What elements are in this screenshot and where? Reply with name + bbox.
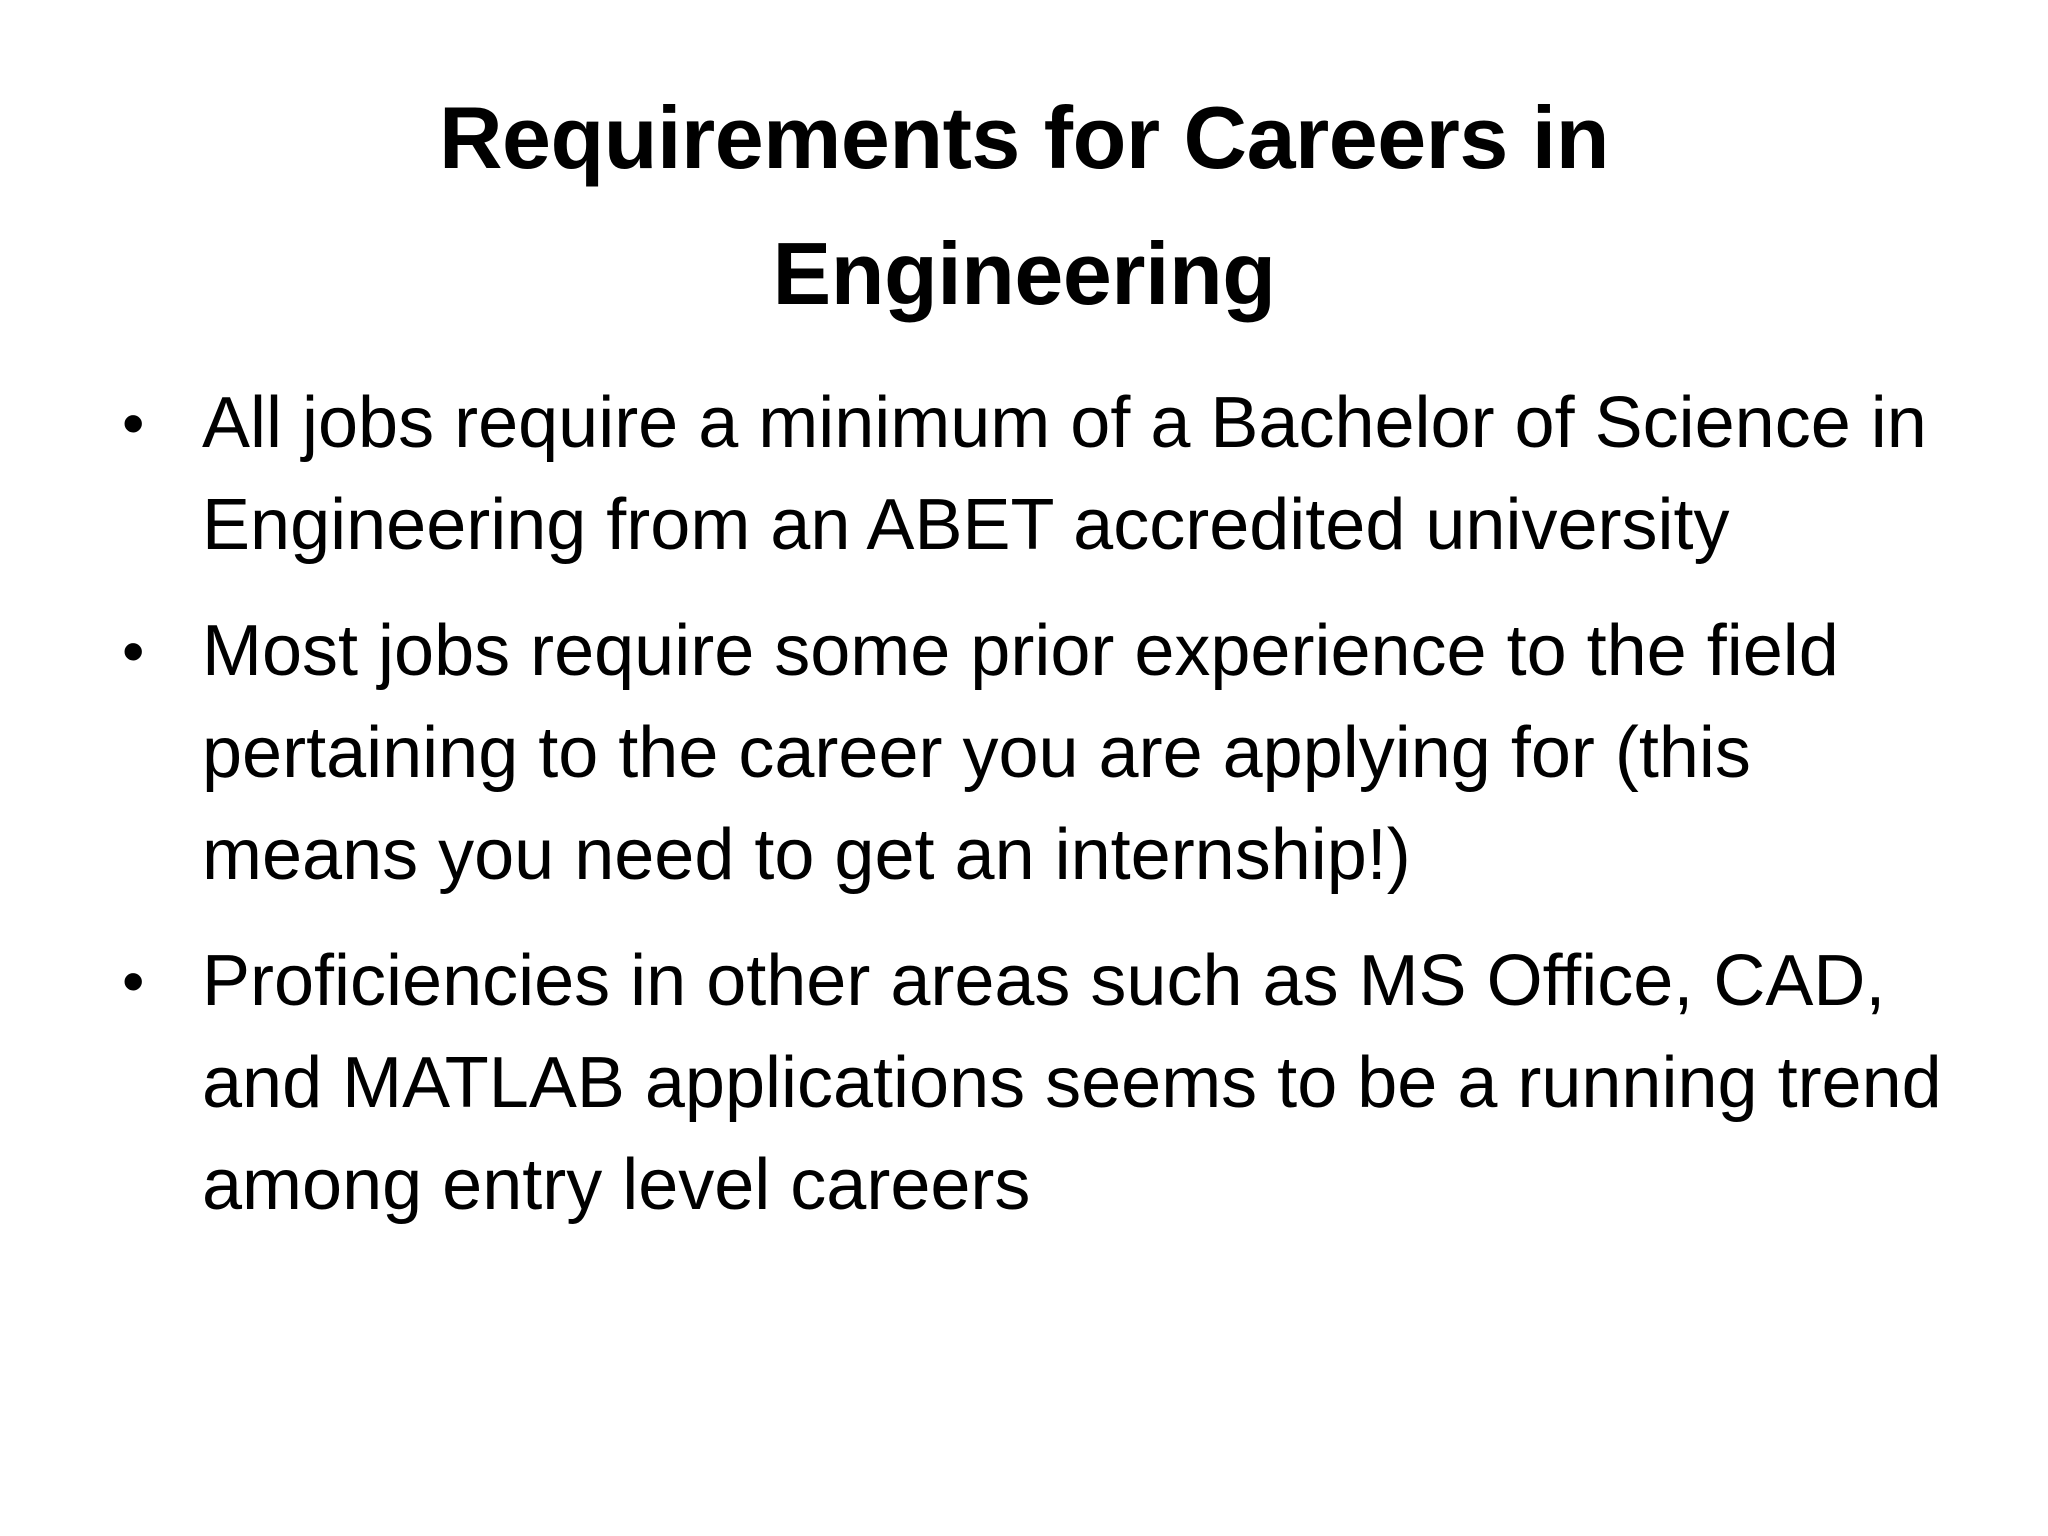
bullet-item <box>122 930 1942 1236</box>
bullet-item <box>122 600 1942 906</box>
bullet-item <box>122 372 1942 576</box>
bullet-text: Proficiencies in other areas such as MS Office, CAD, and MATLAB applications seems to be a running trend among entry level careers <box>202 941 1942 1225</box>
slide-title: Requirements for Careers in Engineering <box>439 88 1609 323</box>
bullet-dot-icon: • <box>122 387 145 459</box>
bullet-text: All jobs require a minimum of a Bachelor of Science in Engineering from an ABET accredited university <box>202 383 1927 565</box>
bullet-dot-icon: • <box>122 945 145 1017</box>
bullet-text: Most jobs require some prior experience to the field pertaining to the career you are applying for (this means you need to get an internship!) <box>202 611 1839 895</box>
bullet-list <box>122 372 1942 1260</box>
bullet-dot-icon: • <box>122 615 145 687</box>
